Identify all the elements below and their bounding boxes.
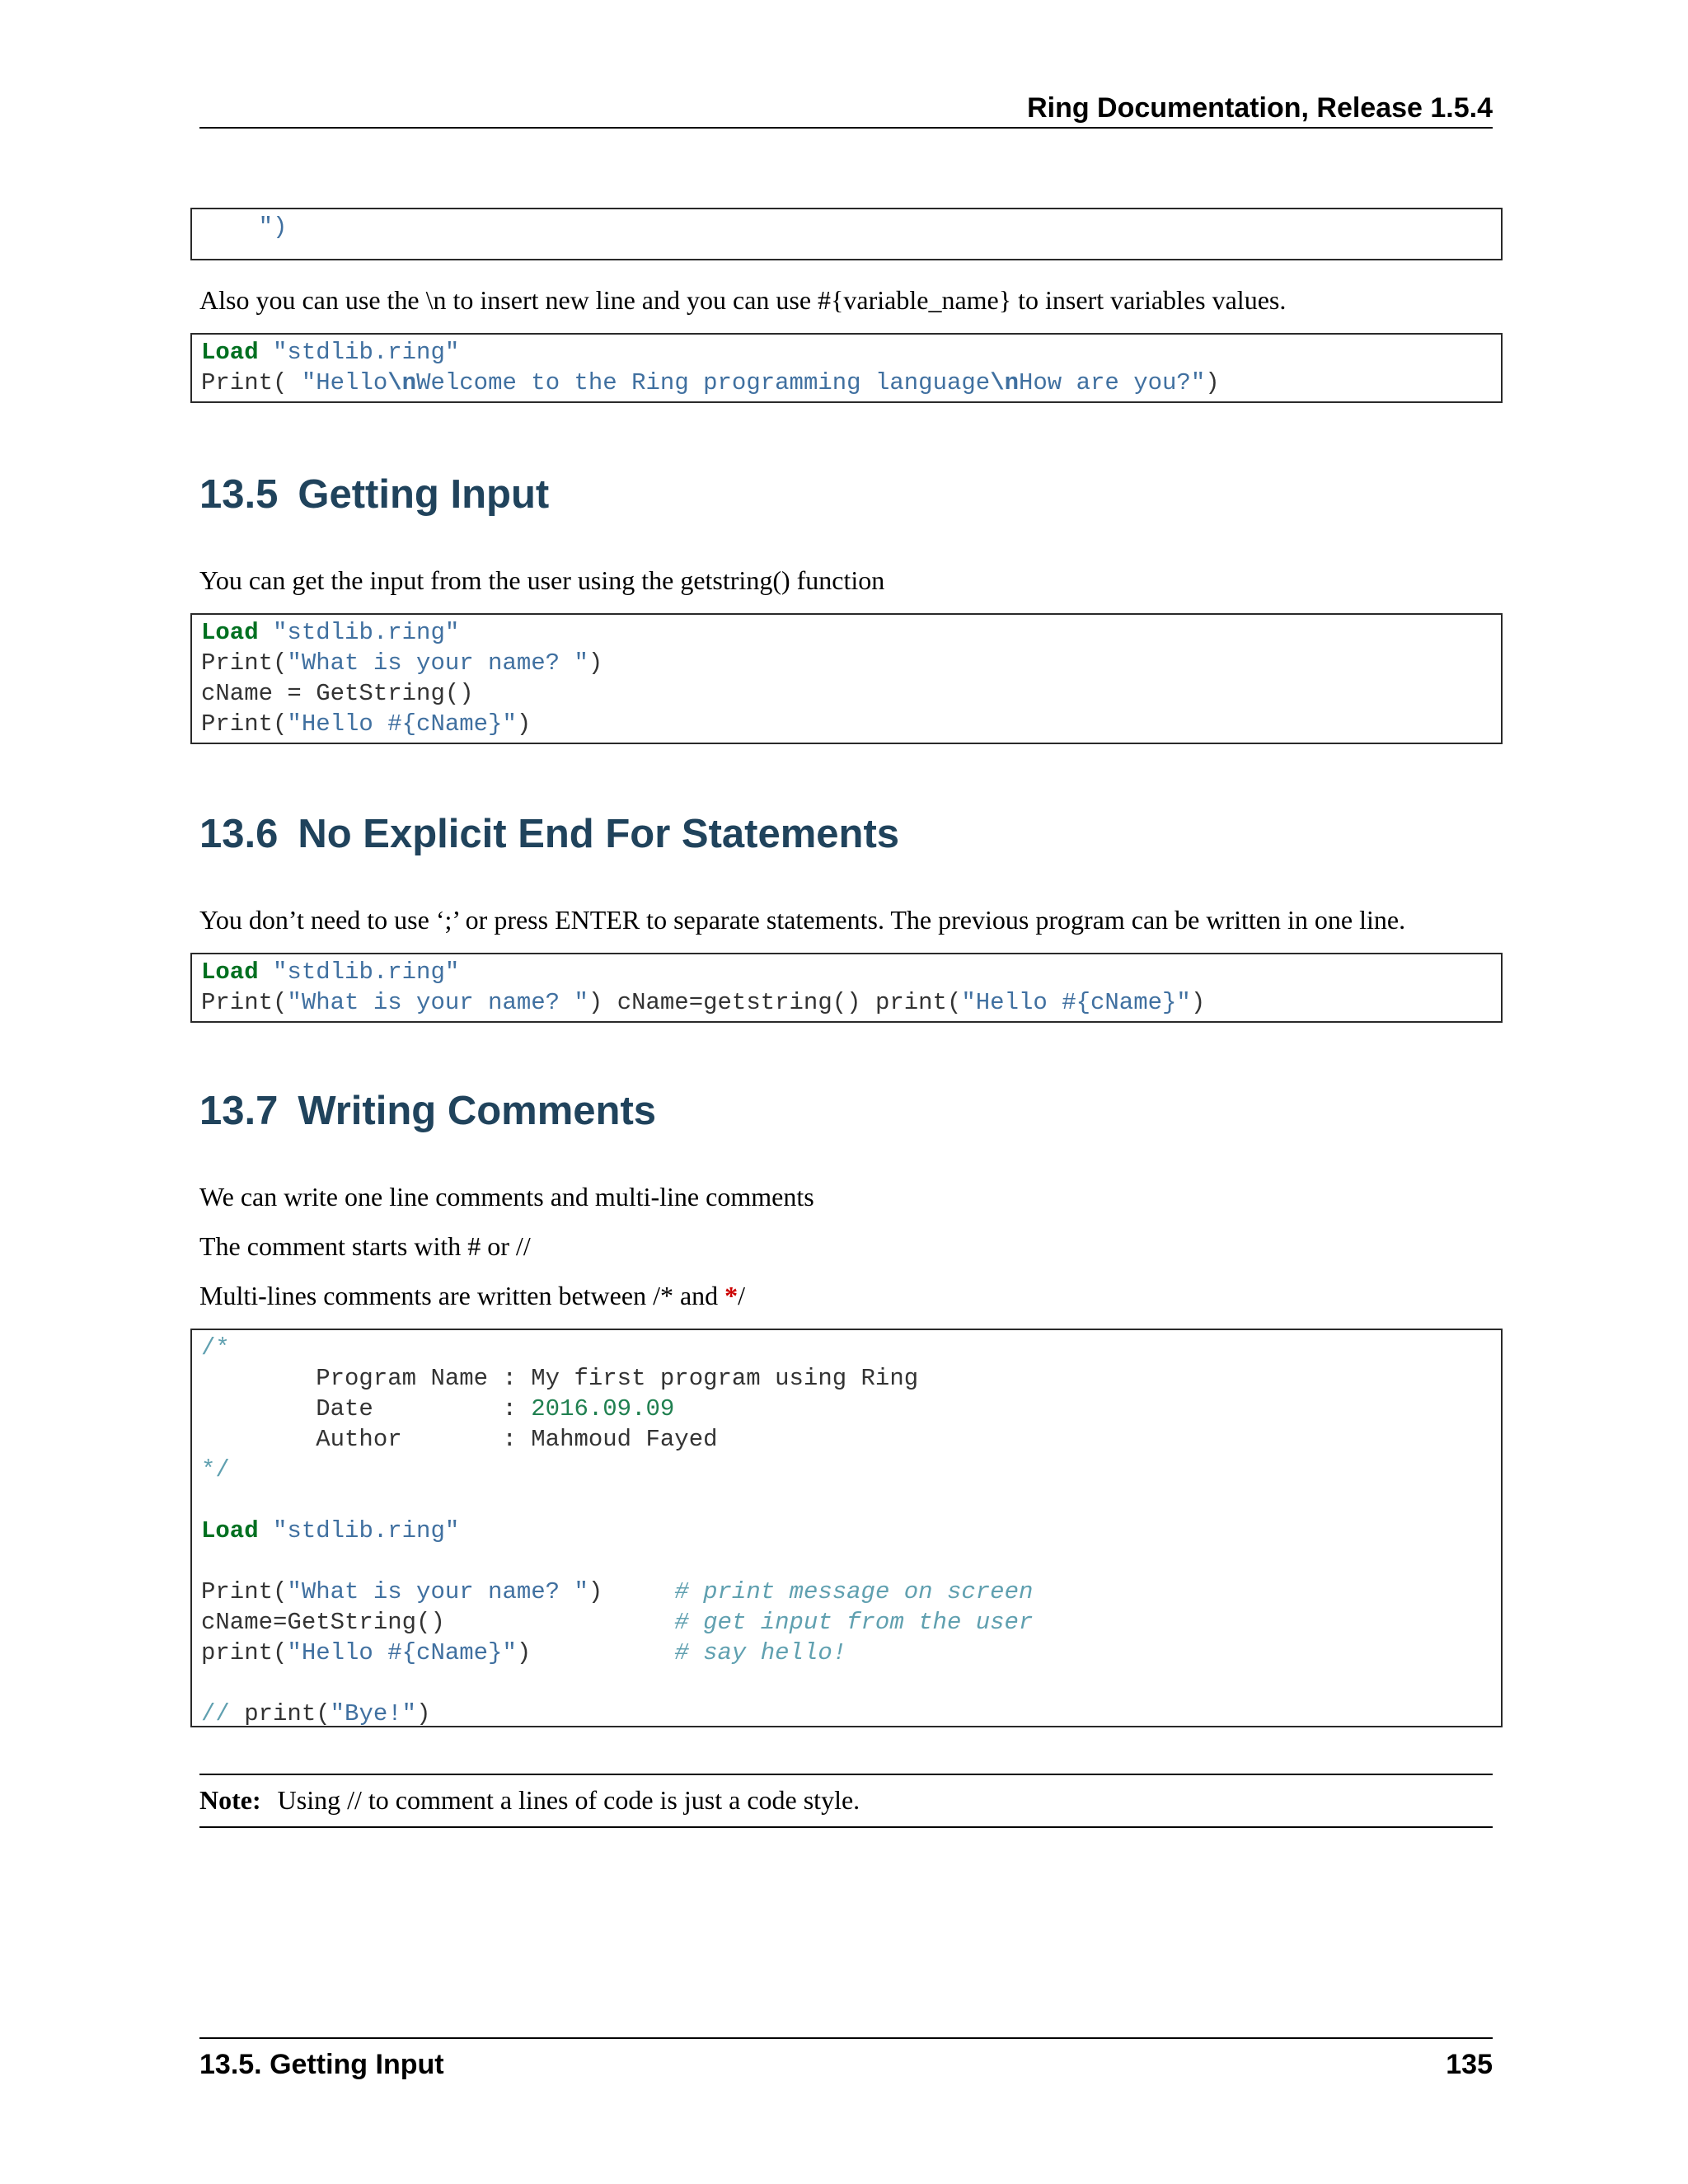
paragraph-comments-3: Multi-lines comments are written between /* and */ xyxy=(199,1281,746,1310)
code-line: cName=GetString() # get input from the user xyxy=(201,1609,1034,1636)
code-line: /* xyxy=(201,1334,230,1361)
code-line: Load "stdlib.ring" xyxy=(201,958,460,986)
code-line: Print("What is your name? ") # print message on screen xyxy=(201,1578,1034,1605)
note-box xyxy=(199,1774,1493,1828)
code-line: Print( "Hello\nWelcome to the Ring programming language\nHow are you?") xyxy=(201,369,1220,396)
code-line-blank xyxy=(201,1546,1492,1577)
paragraph-comments-2: The comment starts with # or // xyxy=(199,1231,531,1261)
code-line: Print("What is your name? ") xyxy=(201,649,603,677)
code-line-blank xyxy=(201,1485,1492,1516)
code-line: Print("What is your name? ") cName=getstring() print("Hello #{cName}") xyxy=(201,989,1206,1016)
paragraph-getting-input: You can get the input from the user using the getstring() function xyxy=(199,565,885,595)
code-line: Load "stdlib.ring" xyxy=(201,619,460,646)
note-label: Note: xyxy=(199,1785,261,1815)
section-heading-writing-comments: 13.7 Writing Comments xyxy=(199,1089,657,1133)
code-line: print("Hello #{cName}") # say hello! xyxy=(201,1639,847,1666)
code-block-comments xyxy=(190,1329,1503,1727)
code-line-blank xyxy=(201,1668,1492,1699)
paragraph-no-explicit-end: You don’t need to use ‘;’ or press ENTER to separate statements. The previous program can be written in one line. xyxy=(199,905,1406,935)
page-footer xyxy=(199,2037,1493,2081)
code-line: Print("Hello #{cName}") xyxy=(201,710,532,738)
code-line: Date : 2016.09.09 xyxy=(201,1395,675,1422)
section-heading-no-explicit-end: 13.6 No Explicit End For Statements xyxy=(199,812,900,856)
running-header xyxy=(199,87,1493,129)
footer-section-title: 13.5. Getting Input xyxy=(199,2049,444,2080)
code-line: Author : Mahmoud Fayed xyxy=(201,1426,718,1453)
code-block-getting-input xyxy=(190,613,1503,744)
code-block-newline xyxy=(190,333,1503,403)
code-line: cName = GetString() xyxy=(201,680,474,707)
running-title: Ring Documentation, Release 1.5.4 xyxy=(1027,92,1493,124)
code-line: // print("Bye!") xyxy=(201,1700,431,1727)
paragraph-comments-1: We can write one line comments and multi-line comments xyxy=(199,1182,814,1212)
page-number: 135 xyxy=(1446,2049,1493,2080)
code-block-fragment xyxy=(190,208,1503,260)
section-heading-getting-input: 13.5 Getting Input xyxy=(199,472,550,517)
code-line: Load "stdlib.ring" xyxy=(201,1517,460,1544)
paragraph-newline: Also you can use the \n to insert new line and you can use #{variable_name} to insert variables values. xyxy=(199,285,1287,315)
code-line: ") xyxy=(201,213,288,241)
code-block-one-line xyxy=(190,953,1503,1023)
note-text: Using // to comment a lines of code is just a code style. xyxy=(277,1785,860,1815)
code-line: Load "stdlib.ring" xyxy=(201,339,460,366)
code-line: Program Name : My first program using Ring xyxy=(201,1365,919,1392)
code-line: */ xyxy=(201,1456,230,1483)
